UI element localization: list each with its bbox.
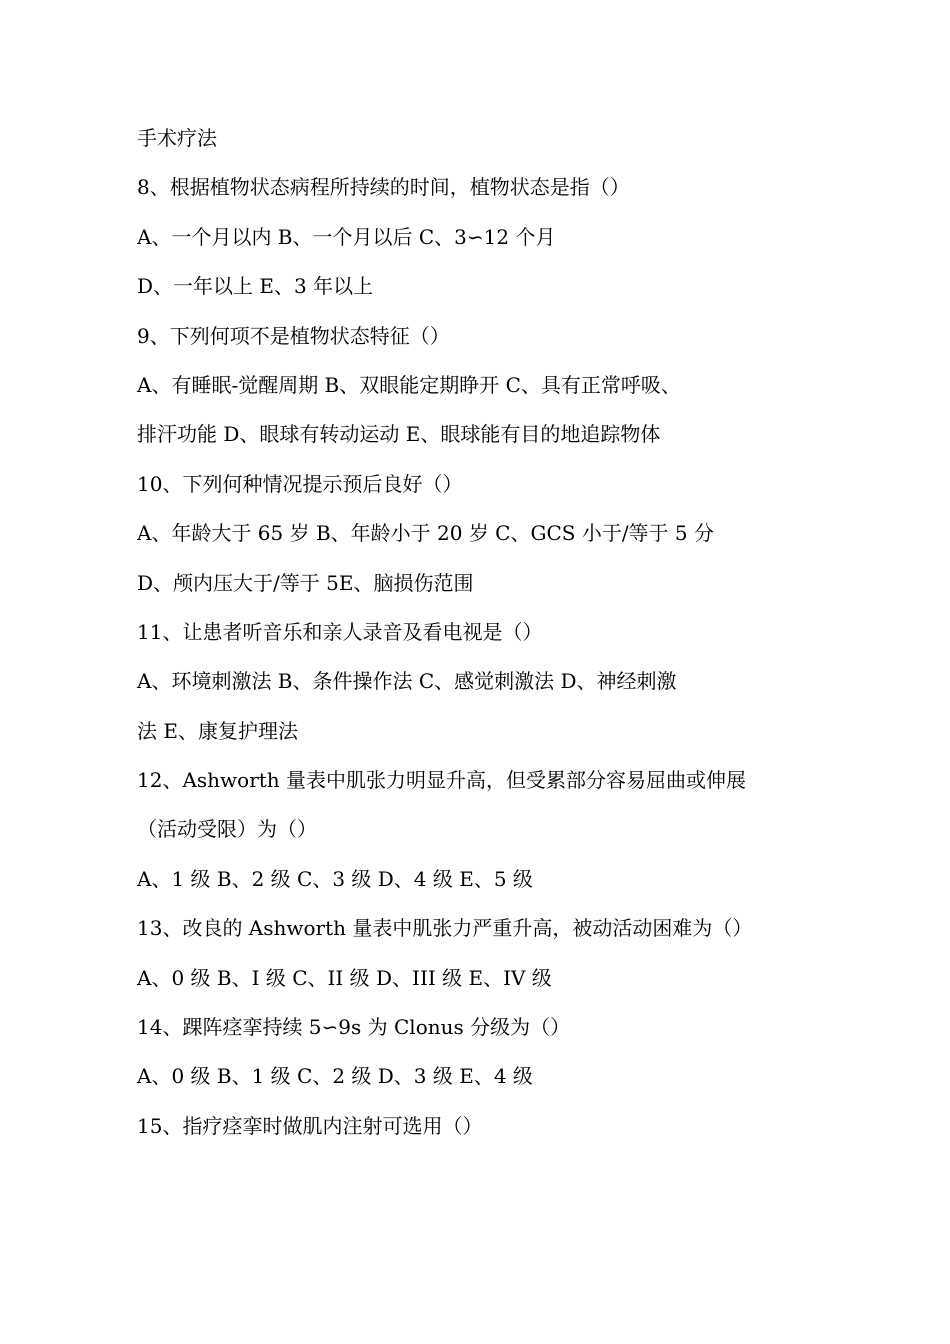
question-14-options: A、0 级 B、1 级 C、2 级 D、3 级 E、4 级 bbox=[137, 1064, 533, 1089]
question-13-options: A、0 级 B、I 级 C、II 级 D、III 级 E、IV 级 bbox=[137, 965, 552, 990]
question-11-options-line-1: A、环境刺激法 B、条件操作法 C、感觉刺激法 D、神经刺激 bbox=[137, 669, 677, 694]
question-13: 13、改良的 Ashworth 量表中肌张力严重升高，被动活动困难为（） bbox=[137, 916, 753, 941]
question-9-options-line-1: A、有睡眠-觉醒周期 B、双眼能定期睁开 C、具有正常呼吸、 bbox=[137, 372, 681, 397]
question-12-options: A、1 级 B、2 级 C、3 级 D、4 级 E、5 级 bbox=[137, 866, 533, 891]
question-8: 8、根据植物状态病程所持续的时间，植物状态是指（） bbox=[137, 175, 630, 200]
question-10-options-d-e: D、颅内压大于/等于 5E、脑损伤范围 bbox=[137, 570, 474, 595]
question-11-options-line-2: 法 E、康复护理法 bbox=[137, 718, 298, 743]
question-14: 14、踝阵痉挛持续 5∽9s 为 Clonus 分级为（） bbox=[137, 1015, 571, 1040]
question-11: 11、让患者听音乐和亲人录音及看电视是（） bbox=[137, 619, 543, 644]
question-10: 10、下列何种情况提示预后良好（） bbox=[137, 471, 463, 496]
question-8-options-a-c: A、一个月以内 B、一个月以后 C、3∽12 个月 bbox=[137, 224, 556, 249]
question-9-options-line-2: 排汗功能 D、眼球有转动运动 E、眼球能有目的地追踪物体 bbox=[137, 422, 661, 447]
question-12-continued: （活动受限）为（） bbox=[137, 817, 317, 842]
question-8-options-d-e: D、一年以上 E、3 年以上 bbox=[137, 274, 374, 299]
question-9: 9、下列何项不是植物状态特征（） bbox=[137, 323, 450, 348]
question-10-options-a-c: A、年龄大于 65 岁 B、年龄小于 20 岁 C、GCS 小于/等于 5 分 bbox=[137, 521, 715, 546]
question-12: 12、Ashworth 量表中肌张力明显升高，但受累部分容易屈曲或伸展 bbox=[137, 768, 747, 793]
question-15: 15、指疗痉挛时做肌内注射可选用（） bbox=[137, 1113, 483, 1138]
text-line-surgery-therapy: 手术疗法 bbox=[137, 126, 217, 150]
document-body bbox=[137, 120, 817, 1157]
